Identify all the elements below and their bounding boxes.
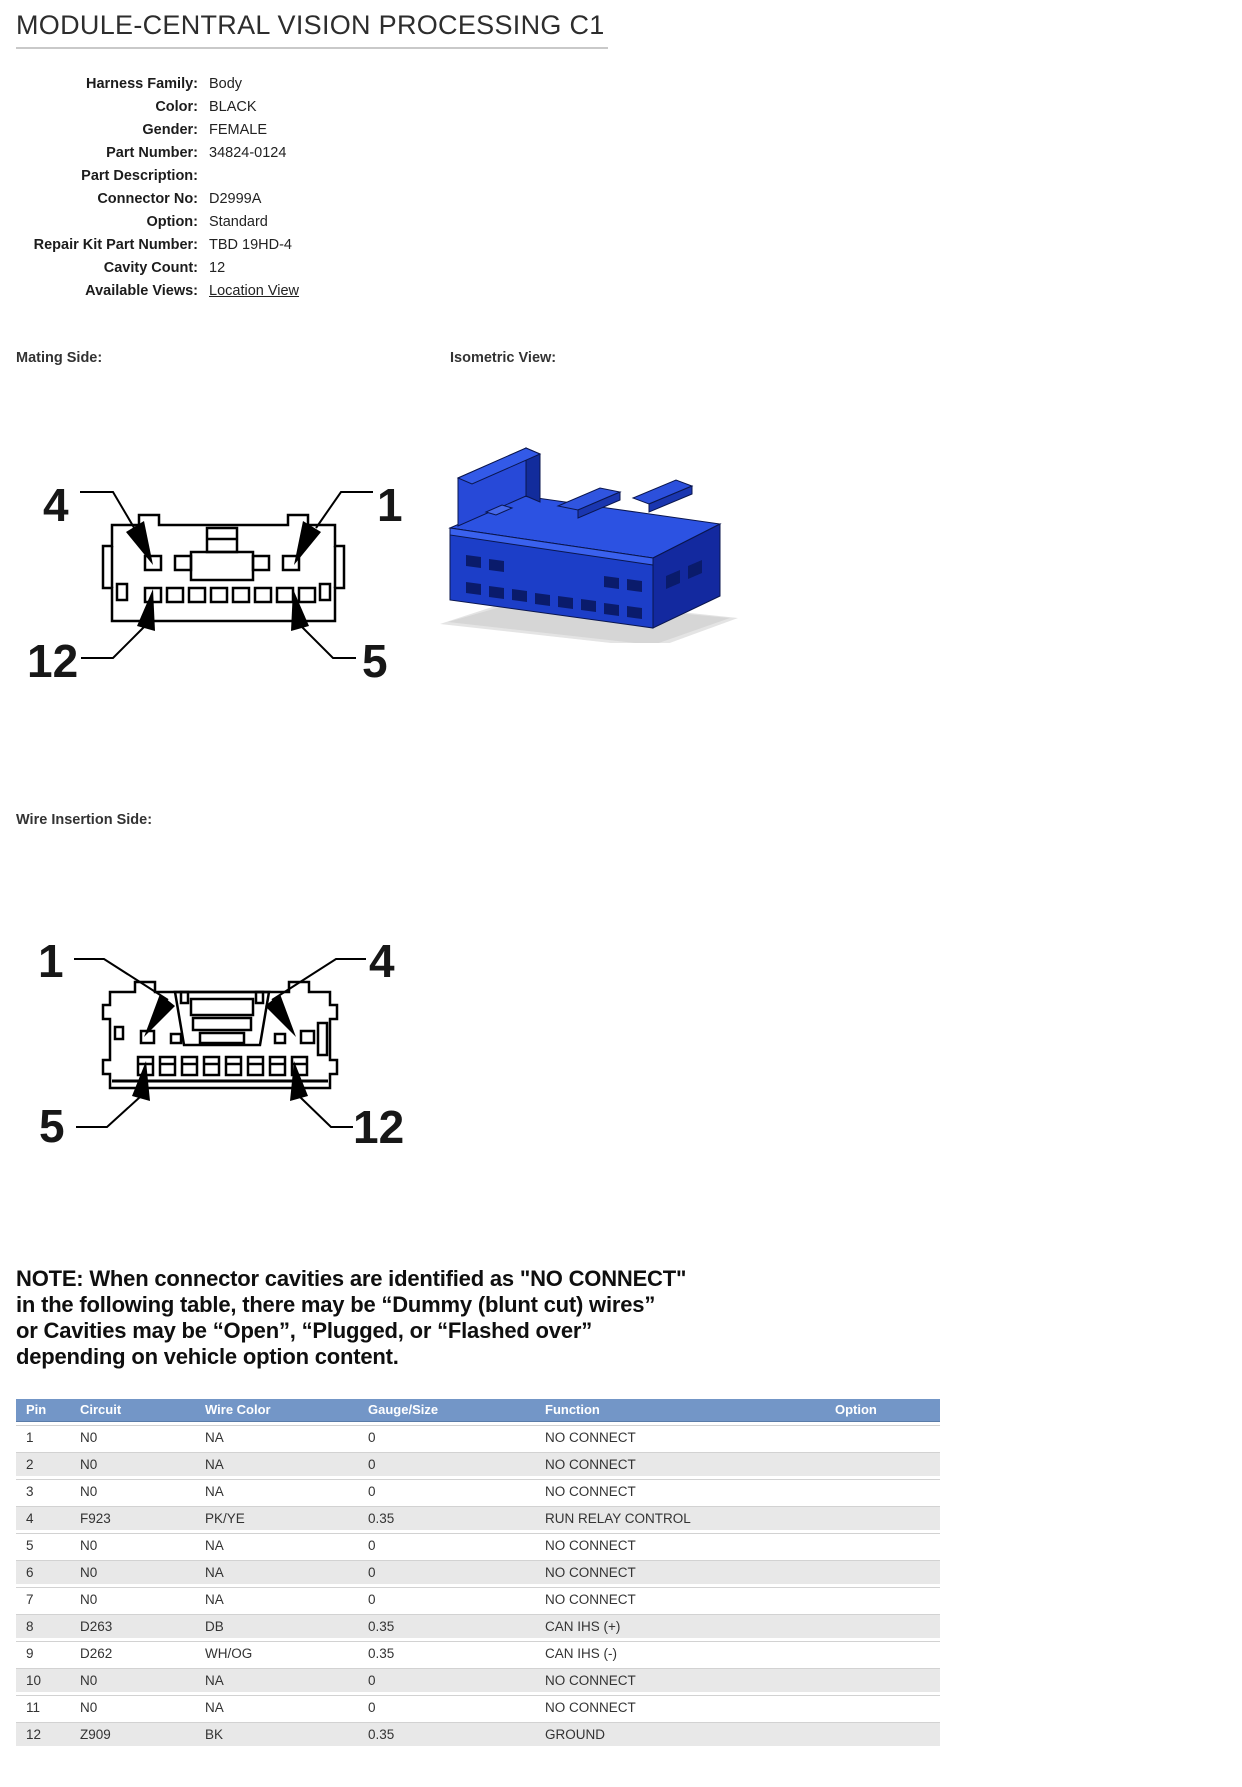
column-header: Option (825, 1399, 940, 1422)
property-value: 34824-0124 (209, 145, 287, 161)
table-cell: NO CONNECT (535, 1560, 825, 1584)
mating-pin-label-bottom-left: 12 (27, 635, 79, 687)
table-row (16, 1668, 940, 1692)
table-cell: PK/YE (195, 1506, 358, 1530)
table-cell: N0 (70, 1587, 195, 1611)
property-row (16, 187, 299, 210)
table-cell (825, 1425, 940, 1449)
table-row (16, 1614, 940, 1638)
property-list (16, 72, 299, 302)
table-cell (825, 1452, 940, 1476)
property-label: Part Description: (81, 168, 198, 184)
table-cell: CAN IHS (+) (535, 1614, 825, 1638)
table-row (16, 1425, 940, 1449)
table-cell (825, 1695, 940, 1719)
mating-pin-label-bottom-right: 5 (362, 635, 388, 687)
isometric-view-graphic (428, 428, 753, 643)
table-cell: NO CONNECT (535, 1479, 825, 1503)
property-label: Color: (155, 99, 198, 115)
property-value: D2999A (209, 191, 262, 207)
property-label: Available Views: (85, 283, 198, 299)
table-cell (825, 1668, 940, 1692)
table-cell (825, 1533, 940, 1557)
available-views-link[interactable]: Location View (209, 283, 300, 299)
table-row (16, 1506, 940, 1530)
table-cell: 0 (358, 1533, 535, 1557)
column-header: Circuit (70, 1399, 195, 1422)
table-cell (825, 1614, 940, 1638)
property-label: Connector No: (97, 191, 198, 207)
table-cell: 7 (16, 1587, 70, 1611)
table-cell: N0 (70, 1695, 195, 1719)
table-cell: 11 (16, 1695, 70, 1719)
table-cell: Z909 (70, 1722, 195, 1746)
table-cell (825, 1479, 940, 1503)
property-value: 12 (209, 260, 226, 276)
table-cell: 0 (358, 1695, 535, 1719)
table-cell: 1 (16, 1425, 70, 1449)
property-row (16, 72, 299, 95)
table-cell: 0 (358, 1452, 535, 1476)
table-row (16, 1533, 940, 1557)
mating-leader-arrows (80, 492, 373, 658)
table-cell: 8 (16, 1614, 70, 1638)
property-row (16, 164, 299, 187)
table-cell: NA (195, 1668, 358, 1692)
table-cell: NA (195, 1452, 358, 1476)
wire-pin-label-top-right: 4 (369, 935, 395, 987)
table-cell: NO CONNECT (535, 1533, 825, 1557)
property-label: Gender: (142, 122, 198, 138)
table-cell: 0.35 (358, 1722, 535, 1746)
pinout-body (16, 1425, 940, 1746)
table-cell: NA (195, 1533, 358, 1557)
table-cell: 0 (358, 1479, 535, 1503)
mating-side-diagram (25, 468, 415, 698)
property-row (16, 118, 299, 141)
property-label: Cavity Count: (103, 260, 198, 276)
table-cell: NA (195, 1587, 358, 1611)
property-value: BLACK (209, 99, 257, 115)
table-cell: NA (195, 1425, 358, 1449)
table-cell: 4 (16, 1506, 70, 1530)
table-cell: 0 (358, 1425, 535, 1449)
table-cell: NA (195, 1695, 358, 1719)
table-cell: WH/OG (195, 1641, 358, 1665)
table-cell: 3 (16, 1479, 70, 1503)
table-cell: N0 (70, 1560, 195, 1584)
mating-side-heading: Mating Side: (16, 350, 103, 366)
property-row (16, 210, 299, 233)
wire-insertion-side-diagram (25, 935, 420, 1160)
table-row (16, 1695, 940, 1719)
property-value: FEMALE (209, 122, 268, 138)
table-cell: 0 (358, 1587, 535, 1611)
table-cell: N0 (70, 1668, 195, 1692)
wire-pin-label-bottom-left: 5 (39, 1100, 65, 1152)
table-row (16, 1641, 940, 1665)
property-value: Body (209, 76, 243, 92)
mating-pin-label-top-right: 1 (377, 479, 403, 531)
table-cell: 0 (358, 1668, 535, 1692)
property-row (16, 233, 299, 256)
table-row (16, 1479, 940, 1503)
property-row (16, 141, 299, 164)
note-line: in the following table, there may be “Dummy (blunt cut) wires” (16, 1292, 656, 1317)
property-value: Standard (209, 214, 268, 230)
table-cell: 0.35 (358, 1641, 535, 1665)
pinout-header-row (16, 1399, 940, 1422)
table-cell: NO CONNECT (535, 1425, 825, 1449)
table-row (16, 1722, 940, 1746)
table-cell: N0 (70, 1452, 195, 1476)
wire-pin-label-top-left: 1 (38, 935, 64, 987)
property-value: TBD 19HD-4 (209, 237, 292, 253)
column-header: Pin (16, 1399, 70, 1422)
table-cell: 6 (16, 1560, 70, 1584)
pinout-table (16, 1396, 940, 1749)
note-line: depending on vehicle option content. (16, 1344, 399, 1369)
table-cell: D262 (70, 1641, 195, 1665)
table-cell: N0 (70, 1533, 195, 1557)
wire-pin-label-bottom-right: 12 (353, 1101, 405, 1153)
table-cell (825, 1641, 940, 1665)
property-row (16, 95, 299, 118)
property-label: Option: (146, 214, 198, 230)
page-title: MODULE-CENTRAL VISION PROCESSING C1 (16, 10, 608, 49)
no-connect-note (16, 1266, 866, 1370)
table-cell: NO CONNECT (535, 1587, 825, 1611)
property-row (16, 256, 299, 279)
column-header: Wire Color (195, 1399, 358, 1422)
table-cell: 12 (16, 1722, 70, 1746)
property-label: Repair Kit Part Number: (33, 237, 198, 253)
table-row (16, 1452, 940, 1476)
table-cell: 0.35 (358, 1506, 535, 1530)
table-cell: 0.35 (358, 1614, 535, 1638)
table-cell (825, 1722, 940, 1746)
table-cell: N0 (70, 1425, 195, 1449)
table-cell: 10 (16, 1668, 70, 1692)
note-line: NOTE: When connector cavities are identified as "NO CONNECT" (16, 1266, 687, 1291)
property-row (16, 279, 299, 302)
table-cell: BK (195, 1722, 358, 1746)
mating-pin-label-top-left: 4 (43, 479, 69, 531)
table-cell: NO CONNECT (535, 1695, 825, 1719)
table-row (16, 1560, 940, 1584)
table-cell (825, 1560, 940, 1584)
wire-connector-outline (103, 982, 337, 1088)
table-cell: D263 (70, 1614, 195, 1638)
table-cell: 9 (16, 1641, 70, 1665)
table-cell: NA (195, 1560, 358, 1584)
table-cell: RUN RELAY CONTROL (535, 1506, 825, 1530)
property-label: Part Number: (106, 145, 198, 161)
table-cell: 0 (358, 1560, 535, 1584)
table-cell: 5 (16, 1533, 70, 1557)
isometric-view-heading: Isometric View: (450, 350, 557, 366)
table-cell: CAN IHS (-) (535, 1641, 825, 1665)
table-cell: F923 (70, 1506, 195, 1530)
wire-insertion-side-heading: Wire Insertion Side: (16, 812, 153, 828)
table-cell: 2 (16, 1452, 70, 1476)
property-label: Harness Family: (85, 76, 198, 92)
note-line: or Cavities may be “Open”, “Plugged, or “Flashed over” (16, 1318, 593, 1343)
column-header: Function (535, 1399, 825, 1422)
table-cell: NA (195, 1479, 358, 1503)
table-cell: NO CONNECT (535, 1668, 825, 1692)
table-cell (825, 1506, 940, 1530)
table-row (16, 1587, 940, 1611)
table-cell (825, 1587, 940, 1611)
table-cell: NO CONNECT (535, 1452, 825, 1476)
table-cell: GROUND (535, 1722, 825, 1746)
table-cell: DB (195, 1614, 358, 1638)
column-header: Gauge/Size (358, 1399, 535, 1422)
table-cell: N0 (70, 1479, 195, 1503)
